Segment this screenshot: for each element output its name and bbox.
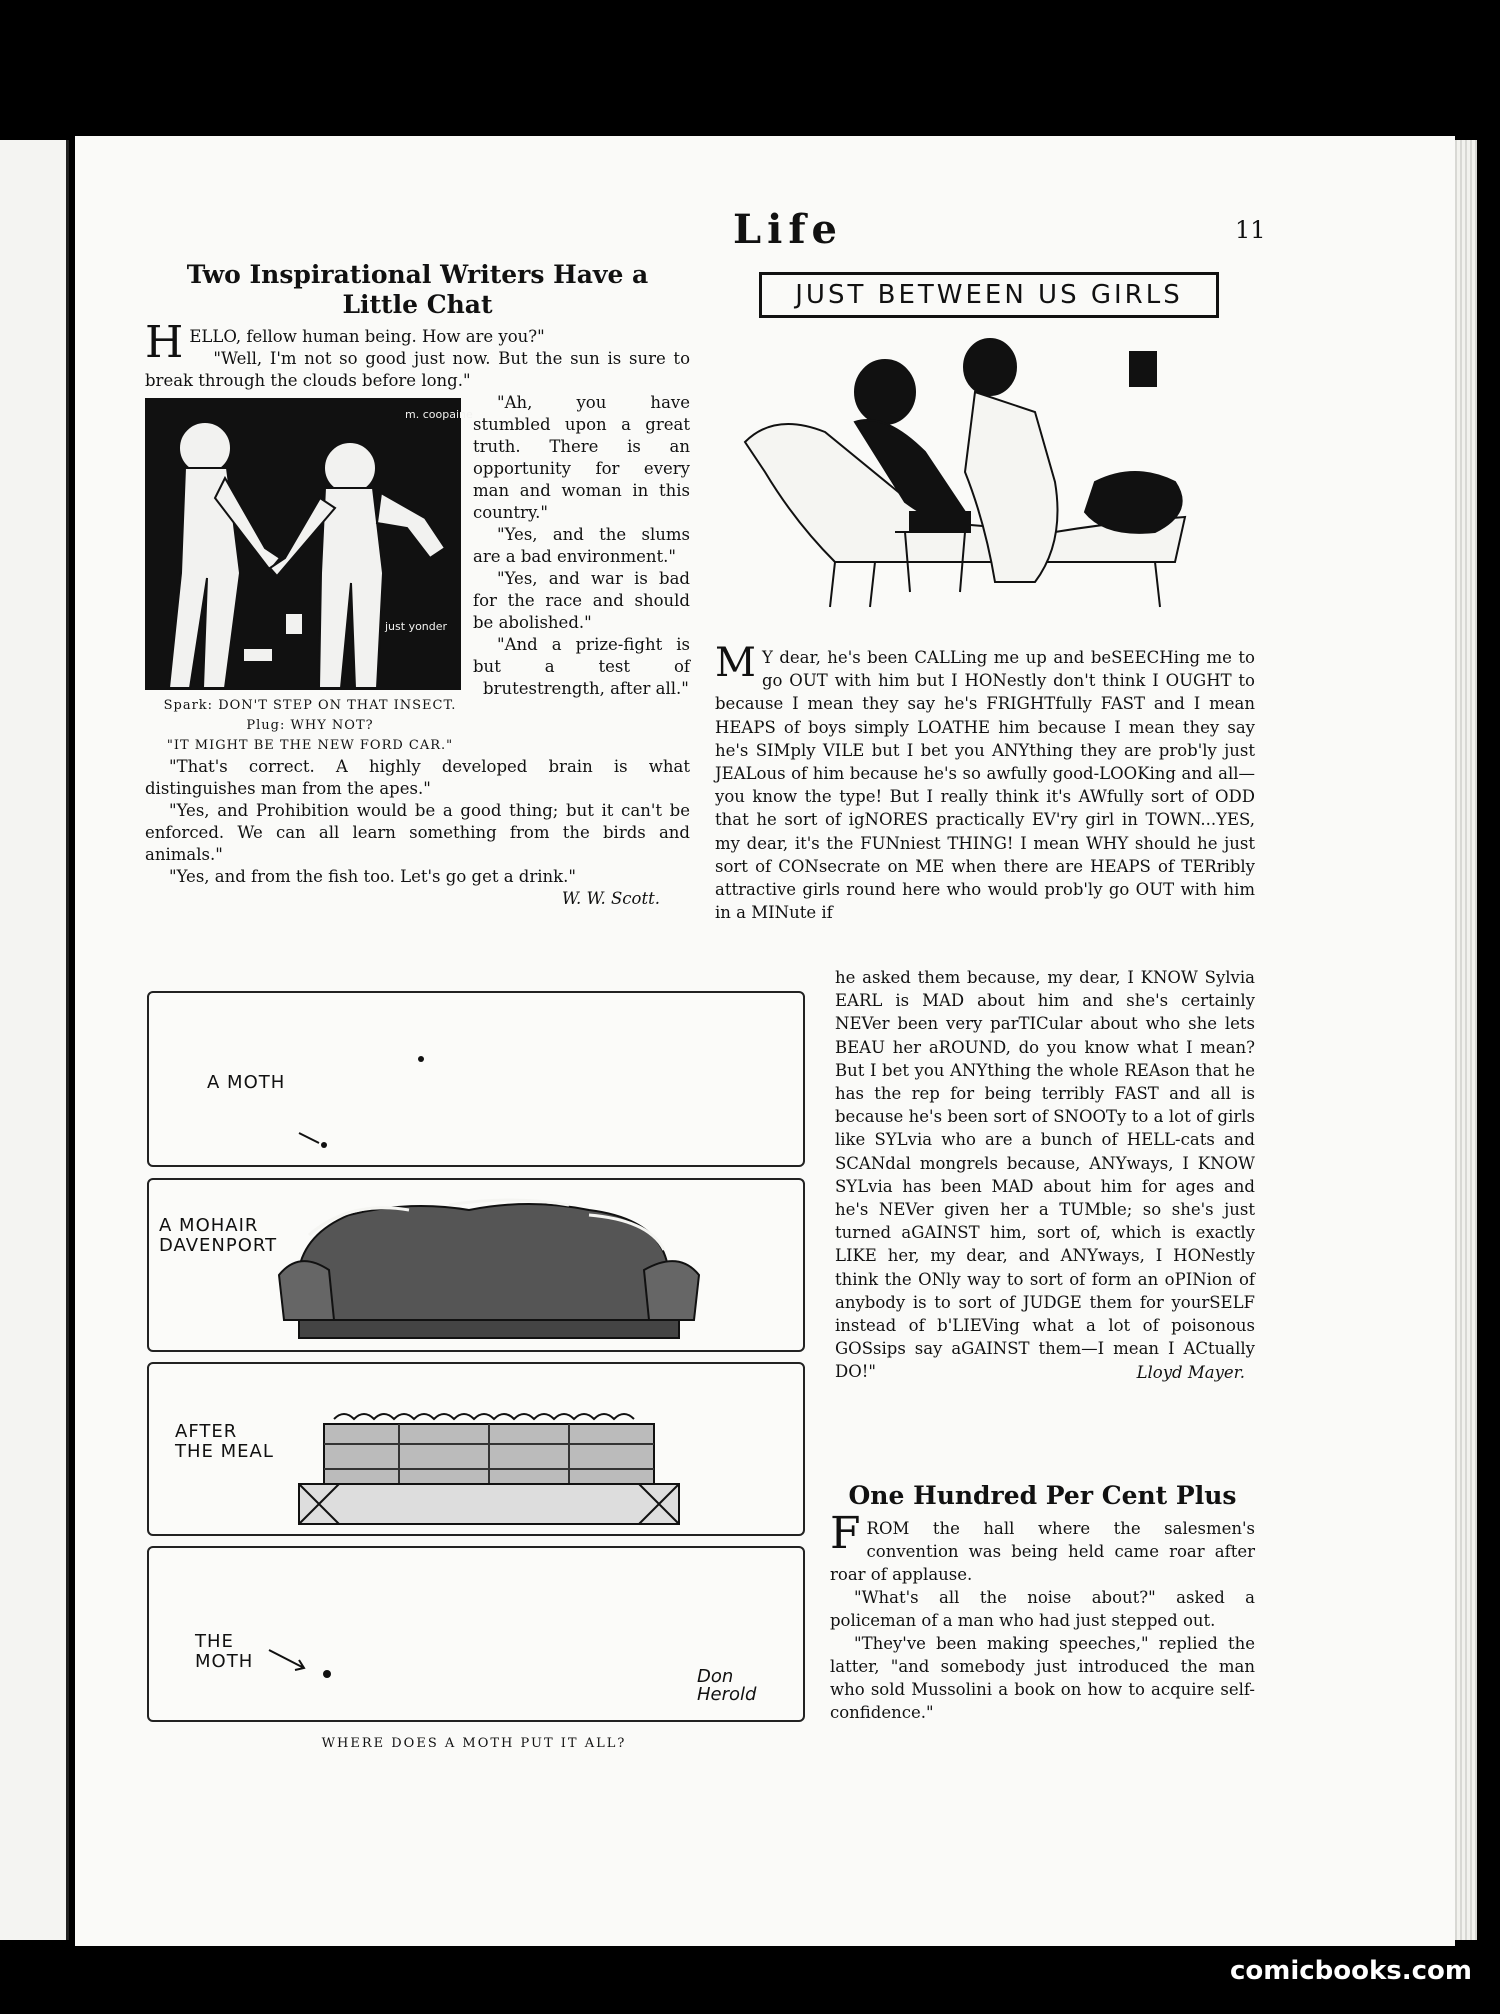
article-title-box: JUST BETWEEN US GIRLS: [759, 272, 1219, 318]
paragraph: he asked them because, my dear, I KNOW Sylvia EARL is MAD about him and she's certainly NEVer been very parTICular about who she lets BEAU her aROUND, do you know what I mean? But I bet you ANYthing the whole REAson that he has the rep for being terribly FAST and all is because he's been sort of SNOOTy to a lot of girls like SYLvia who are a bunch of HELL-cats and SCANdal mongrels because, ANYways, I KNOW SYLvia has been MAD about him for ages and he's NEVer given her a TUMble; so she's just turned aGAINST him, sort of, which is exactly LIKE her, my dear, and ANYways, I HONestly think the ONly way to sort of form an oPINion of anybody is to sort of JUDGE them for yourSELF instead of b'LIEVing what a lot of poisonous GOSsips say aGAINST them—I mean I ACtually DO!": [835, 968, 1255, 1382]
artist-signature: Don Herold: [697, 1666, 757, 1705]
panel-label: A MOTH: [207, 1072, 286, 1093]
paragraph: "Yes, and war is bad for the race and should be abolished.": [473, 569, 690, 632]
drop-cap: H: [145, 317, 184, 368]
caption-line: "IT MIGHT BE THE NEW FORD CAR.": [166, 738, 454, 753]
cartoon-signature: m. coopaine: [405, 408, 473, 421]
caption-line: Spark: DON'T STEP ON THAT INSECT.: [163, 698, 457, 713]
page-number: 11: [1235, 216, 1266, 244]
paragraph: "And a prize-fight is but a test of brutestrength, after all.": [473, 635, 690, 698]
paragraph: Y dear, he's been CALLing me up and beSEECHing me to go OUT with him but I HONestly don't think I OUGHT to because I mean they say he's FRIGHTfully FAST and I mean HEAPS of boys simply LOATHE him because I mean they say he's SIMply VILE but I bet you ANYthing they are prob'ly just JEALous of him because he's so awfully good-LOOKing and all—you know the type! But I really think it's AWfully sort of ODD that he sort of igNORES practically EV'ry girl in TOWN...YES, my dear, it's the FUNniest THING! I mean WHY should he just sort of CONsecrate on ME when there are HEAPS of TERribly attractive girls round here who would prob'ly go OUT with him in a MINute if: [715, 648, 1255, 923]
cartoon-caption: [145, 696, 475, 756]
paragraph: ELLO, fellow human being. How are you?": [189, 327, 545, 346]
paragraph: "What's all the noise about?" asked a policeman of a man who had just stepped out.: [830, 1588, 1255, 1630]
paragraph: "They've been making speeches," replied the latter, "and somebody just introduced the man who sold Mussolini a book on how to acquire self-confidence.": [830, 1634, 1255, 1722]
moth-panel-3: [147, 1362, 805, 1536]
article-one-hundred-per-cent: [830, 1481, 1255, 1724]
paragraph: "Well, I'm not so good just now. But the sun is sure to break through the clouds before long.": [145, 349, 690, 390]
moth-panel-4: [147, 1546, 805, 1722]
facing-page-edge: [0, 140, 69, 1940]
paragraph: "Ah, you have stumbled upon a great truth. There is an opportunity for every man and woman in this country.": [473, 393, 690, 522]
magazine-page: [75, 136, 1455, 1946]
author-byline: Lloyd Mayer.: [1136, 1362, 1245, 1382]
article-title: Two Inspirational Writers Have a Little Chat: [186, 260, 649, 319]
eaten-davenport-drawing: [149, 1364, 803, 1534]
paragraph: "Yes, and the slums are a bad environment.": [473, 525, 690, 566]
author-byline: W. W. Scott.: [561, 889, 660, 908]
two-writers-cartoon: [145, 398, 473, 690]
article-title: One Hundred Per Cent Plus: [848, 1481, 1237, 1510]
masthead: Life: [733, 206, 843, 253]
paragraph: "Yes, and from the fish too. Let's go get a drink.": [169, 867, 576, 886]
moth-cartoon-caption: WHERE DOES A MOTH PUT IT ALL?: [321, 1736, 627, 1751]
article-girls-text-top: [715, 640, 1255, 924]
moth-drawing: [149, 993, 803, 1165]
drop-cap: F: [830, 1508, 861, 1559]
drop-cap: M: [715, 640, 756, 686]
paragraph: "That's correct. A highly developed brain is what distinguishes man from the apes.": [145, 757, 690, 798]
paragraph: ROM the hall where the salesmen's convention was being held came roar after roar of applause.: [830, 1519, 1255, 1584]
panel-label: AFTER THE MEAL: [175, 1421, 274, 1462]
cartoon-text: just yonder: [385, 620, 448, 633]
panel-label: THE MOTH: [195, 1631, 254, 1672]
article-inspirational-writers: [145, 260, 690, 910]
moth-panel-2: [147, 1178, 805, 1352]
davenport-drawing: [149, 1180, 803, 1350]
article-girls-text-bottom: [835, 966, 1255, 1384]
panel-label: A MOHAIR DAVENPORT: [159, 1215, 278, 1256]
caption-line: Plug: WHY NOT?: [246, 718, 374, 733]
two-women-illustration: [735, 322, 1235, 612]
moth-panel-1: [147, 991, 805, 1167]
page-stack-edge: [1455, 140, 1477, 1940]
watermark: comicbooks.com: [1229, 1956, 1472, 1986]
paragraph: "Yes, and Prohibition would be a good thing; but it can't be enforced. We can all learn something from the birds and animals.": [145, 801, 690, 864]
